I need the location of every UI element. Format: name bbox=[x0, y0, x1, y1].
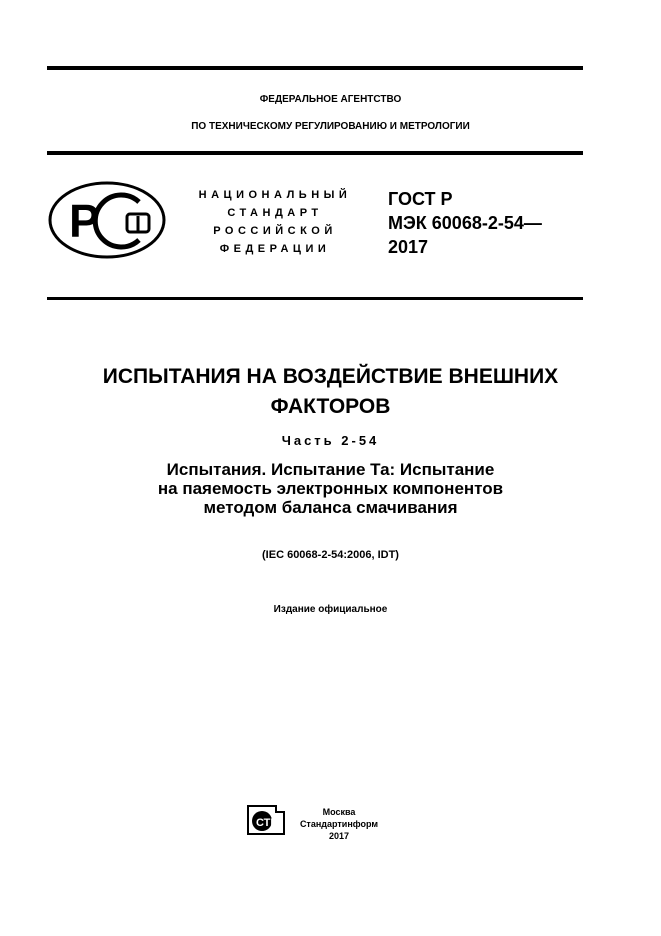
title-line: ИСПЫТАНИЯ НА ВОЗДЕЙСТВИЕ ВНЕШНИХ bbox=[102, 365, 559, 388]
standard-type-line: ФЕДЕРАЦИИ bbox=[219, 243, 331, 255]
publisher bbox=[292, 806, 386, 842]
gost-logo bbox=[47, 180, 167, 260]
designation-line: МЭК 60068-2-54— bbox=[388, 213, 542, 233]
standard-type bbox=[180, 186, 370, 258]
agency-line1: ФЕДЕРАЛЬНОЕ АГЕНТСТВО bbox=[259, 94, 402, 105]
standard-type-line: НАЦИОНАЛЬНЫЙ bbox=[198, 189, 352, 201]
subtitle-line: методом баланса смачивания bbox=[203, 498, 458, 517]
iec-reference: (IEC 60068-2-54:2006, IDT) bbox=[262, 549, 399, 561]
header-rule bbox=[47, 151, 583, 155]
title-line: ФАКТОРОВ bbox=[270, 395, 391, 418]
main-title bbox=[0, 362, 661, 422]
part-number: Часть 2-54 bbox=[281, 433, 380, 448]
publisher-city: Москва bbox=[322, 807, 356, 817]
designation-line: 2017 bbox=[388, 237, 429, 257]
agency-line2: ПО ТЕХНИЧЕСКОМУ РЕГУЛИРОВАНИЮ И МЕТРОЛОГИИ bbox=[191, 121, 470, 132]
subtitle-line: на паяемость электронных компонентов bbox=[157, 479, 504, 498]
edition: Издание официальное bbox=[273, 604, 388, 615]
subtitle-line: Испытания. Испытание Та: Испытание bbox=[166, 460, 495, 479]
standard-type-line: РОССИЙСКОЙ bbox=[213, 225, 337, 237]
standard-type-line: СТАНДАРТ bbox=[227, 207, 323, 219]
svg-text:СТИ: СТИ bbox=[256, 817, 279, 829]
publisher-logo bbox=[246, 804, 286, 836]
designation bbox=[388, 187, 542, 259]
publisher-name: Стандартинформ bbox=[299, 819, 379, 829]
designation-line: ГОСТ Р bbox=[388, 189, 453, 209]
designation-rule bbox=[47, 297, 583, 300]
subtitle bbox=[0, 460, 661, 517]
publisher-year: 2017 bbox=[328, 831, 350, 841]
svg-text:P: P bbox=[69, 195, 100, 247]
top-rule bbox=[47, 66, 583, 70]
